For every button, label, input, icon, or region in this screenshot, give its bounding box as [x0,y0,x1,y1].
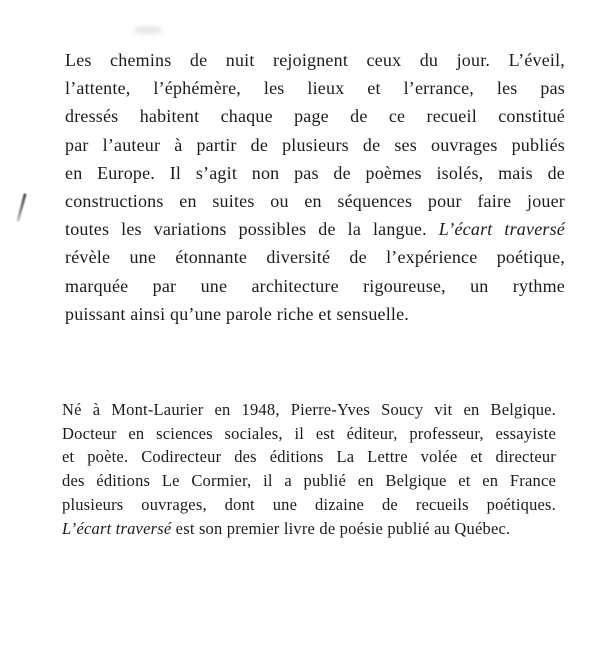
ink-mark-artifact [16,193,26,222]
text-line [65,131,565,159]
author-bio-paragraph [62,398,556,540]
text-line [65,243,565,271]
text-segment: dressés habitent chaque page de ce recueil constitué [65,106,565,127]
text-line [65,300,565,328]
synopsis-paragraph [65,46,565,328]
text-line [65,74,565,102]
smudge-artifact [133,26,163,34]
text-segment: constructions en suites ou en séquences pour faire jouer [65,191,565,212]
text-line [65,272,565,300]
text-segment: en Europe. Il s’agit non pas de poèmes isolés, mais de [65,162,565,183]
text-line [62,422,556,446]
text-line [62,398,556,422]
text-line [65,187,565,215]
text-segment: et poète. Codirecteur des éditions La Lettre volée et directeur [62,447,556,467]
text-line [65,102,565,130]
text-segment: des éditions Le Cormier, il a publié en Belgique et en France [62,471,556,491]
text-segment: Les chemins de nuit rejoignent ceux du jour. L’éveil, [65,50,565,70]
text-segment: puissant ainsi qu’une parole riche et sensuelle. [65,303,409,324]
text-segment: toutes les variations possibles de la langue. [65,219,439,240]
text-segment: plusieurs ouvrages, dont une dizaine de recueils poétiques. [62,494,556,514]
text-line [62,493,556,517]
text-segment: révèle une étonnante diversité de l’expérience poétique, [65,247,565,268]
book-title-italic: L’écart traversé [62,518,172,538]
text-segment: Né à Mont-Laurier en 1948, Pierre-Yves Soucy vit en Belgique. [62,400,556,419]
text-line [62,517,556,541]
text-segment: marquée par une architecture rigoureuse, un rythme [65,275,565,296]
book-title-italic: L’écart traversé [438,219,565,240]
text-segment: est son premier livre de poésie publié au Québec. [171,518,511,538]
text-line [65,215,565,243]
text-line [62,469,556,493]
text-line [65,159,565,187]
text-segment: l’attente, l’éphémère, les lieux et l’errance, les pas [65,78,565,99]
text-segment: par l’auteur à partir de plusieurs de ses ouvrages publiés [65,134,565,155]
text-line [62,445,556,469]
text-segment: Docteur en sciences sociales, il est éditeur, professeur, essayiste [62,423,556,443]
text-line [65,46,565,74]
